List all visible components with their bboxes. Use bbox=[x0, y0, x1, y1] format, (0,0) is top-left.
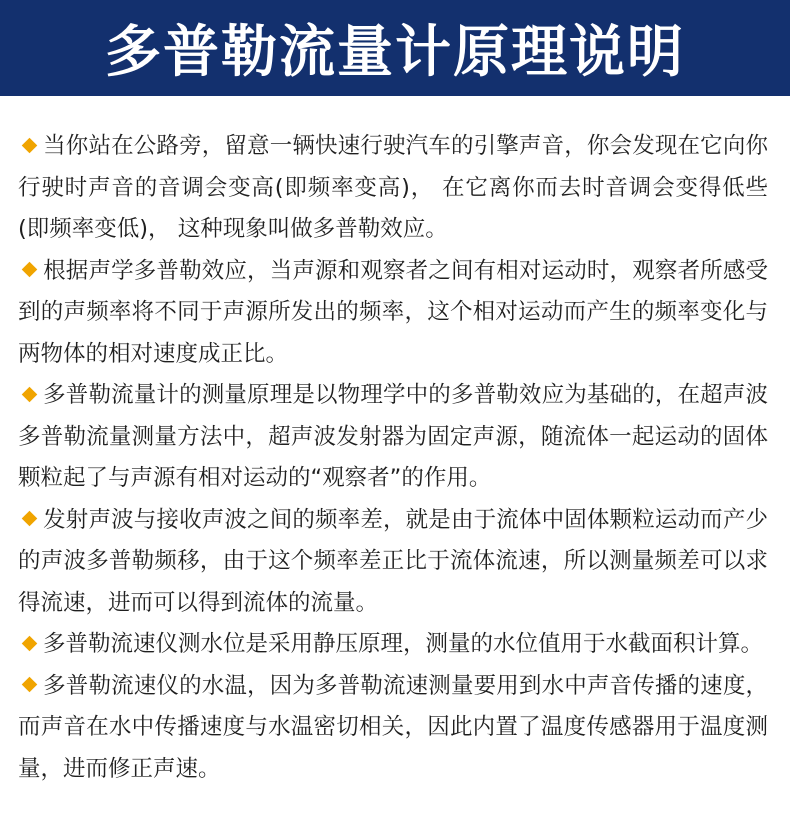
diamond-bullet-icon bbox=[22, 677, 38, 693]
paragraph-text: 根据声学多普勒效应，当声源和观察者之间有相对运动时，观察者所感受到的声频率将不同于声源所发出的频率，这个相对运动而产生的频率变化与两物体的相对速度成正比。 bbox=[18, 257, 768, 367]
paragraph-text: 多普勒流速仪的水温，因为多普勒流速测量要用到水中声音传播的速度，而声音在水中传播速度与水温密切相关，因此内置了温度传感器用于温度测量，进而修正声速。 bbox=[18, 672, 768, 782]
paragraph-text: 多普勒流量计的测量原理是以物理学中的多普勒效应为基础的，在超声波多普勒流量测量方法中，超声波发射器为固定声源，随流体一起运动的固体颗粒起了与声源有相对运动的“观察者”的作用。 bbox=[18, 382, 768, 491]
diamond-bullet-icon bbox=[22, 386, 38, 402]
diamond-bullet-icon bbox=[22, 137, 38, 153]
paragraph bbox=[18, 666, 768, 791]
diamond-bullet-icon bbox=[22, 635, 38, 651]
diamond-bullet-icon bbox=[22, 262, 38, 278]
paragraph-text: 发射声波与接收声波之间的频率差，就是由于流体中固体颗粒运动而产少的声波多普勒频移，由于这个频率差正比于流体流速，所以测量频差可以求得流速，进而可以得到流体的流量。 bbox=[18, 506, 768, 616]
paragraph bbox=[18, 375, 768, 500]
paragraph-text: 当你站在公路旁，留意一辆快速行驶汽车的引擎声音，你会发现在它向你行驶时声音的音调会变高(即频率变高)， 在它离你而去时音调会变得低些(即频率变低)， 这种现象叫做多普勒效应。 bbox=[18, 133, 768, 242]
paragraph-text: 多普勒流速仪测水位是采用静压原理，测量的水位值用于水截面积计算。 bbox=[43, 631, 764, 657]
paragraph bbox=[18, 251, 768, 376]
paragraph bbox=[18, 126, 768, 251]
page-title: 多普勒流量计原理说明 bbox=[0, 0, 790, 96]
paragraph bbox=[18, 500, 768, 625]
diamond-bullet-icon bbox=[22, 511, 38, 527]
paragraph bbox=[18, 624, 768, 666]
document-body bbox=[0, 96, 790, 790]
